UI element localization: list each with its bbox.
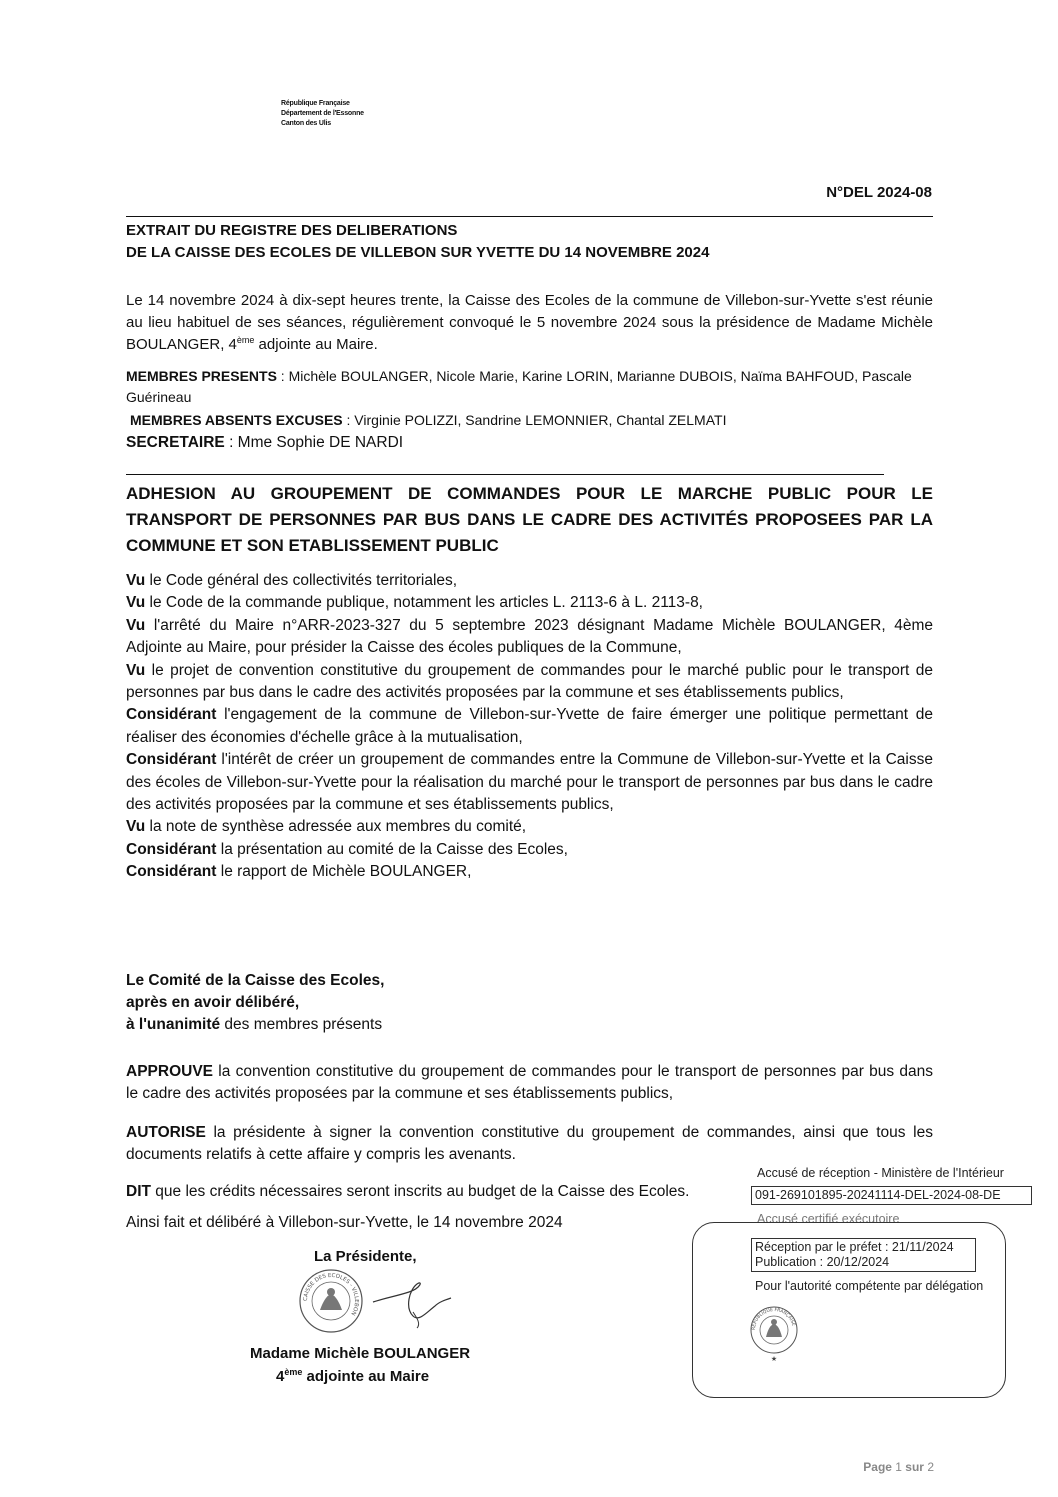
decision-keyword: DIT: [126, 1183, 151, 1200]
footer-page-label: Page: [863, 1460, 896, 1474]
prefecture-seal-icon: [749, 1305, 799, 1363]
members-absent-names: : Virginie POLIZZI, Sandrine LEMONNIER, Chantal ZELMATI: [342, 412, 727, 428]
recital-text: la présentation au comité de la Caisse des Ecoles,: [216, 840, 568, 858]
recital-item: [126, 660, 933, 705]
signatory-title: [276, 1368, 429, 1385]
decision-text: la présidente à signer la convention constitutive du groupement de commandes, ainsi que tous les documents relatifs à cette affaire y compris les avenants.: [126, 1124, 933, 1164]
recital-item: [126, 861, 933, 883]
intro-text-end: adjointe au Maire.: [254, 336, 378, 353]
footer-page-num: 1: [895, 1460, 902, 1474]
stamp-line-5: Publication : 20/12/2024: [755, 1255, 890, 1269]
svg-text:CAISSE DES ECOLES - VILLEBON: CAISSE DES ECOLES - VILLEBON: [302, 1272, 360, 1317]
recital-text: l'intérêt de créer un groupement de commandes entre la Commune de Villebon-sur-Yvette et la Caisse des écoles de Villebon-sur-Yvette pour la réalisation du marché pour le transport de personnes par bus dans le cadre des activités proposées par la commune et ses établissements publics,: [126, 751, 933, 814]
recital-keyword: Vu: [126, 661, 146, 679]
caisse-seal-icon: [298, 1268, 364, 1334]
recital-item: [126, 816, 933, 838]
members-present: [126, 366, 933, 408]
members-present-label: MEMBRES PRESENTS: [126, 368, 277, 384]
intro-text: Le 14 novembre 2024 à dix-sept heures trente, la Caisse des Ecoles de la commune de Villebon-sur-Yvette s'est réunie au lieu habituel de ses séances, régulièrement convoqué le 5 novembre 2024 sous la présidence de Madame Michèle BOULANGER, 4: [126, 292, 933, 353]
recital-text: la note de synthèse adressée aux membres du comité,: [145, 818, 527, 836]
stamp-line-2: 091-269101895-20241114-DEL-2024-08-DE: [751, 1186, 1032, 1205]
decision-keyword: APPROUVE: [126, 1063, 213, 1080]
decision-autorise: [126, 1122, 933, 1167]
recital-item: [126, 570, 933, 592]
top-rule: [126, 216, 933, 217]
recital-keyword: Considérant: [126, 706, 217, 724]
title-line-1: EXTRAIT DU REGISTRE DES DELIBERATIONS: [126, 222, 458, 239]
stamp-line-6: Pour l'autorité compétente par délégation: [755, 1279, 984, 1293]
signature-role: La Présidente,: [314, 1248, 417, 1265]
footer-page-total: 2: [927, 1460, 934, 1474]
unanimity: à l'unanimité: [126, 1016, 221, 1033]
signatory-title-sup: ème: [284, 1367, 303, 1377]
svg-text:★: ★: [770, 1356, 778, 1363]
recital-text: le projet de convention constitutive du groupement de commandes pour le marché public pour le transport de personnes par bus dans le cadre des activités proposées par la commune et ses établissements publics,: [126, 661, 933, 702]
section-rule: [126, 474, 884, 475]
committee-line-3: [126, 1014, 384, 1036]
title-line-2: DE LA CAISSE DES ECOLES DE VILLEBON SUR YVETTE DU 14 NOVEMBRE 2024: [126, 244, 710, 261]
recital-keyword: Vu: [126, 572, 146, 589]
committee-line-2: après en avoir délibéré,: [126, 994, 300, 1011]
members-absent: [130, 410, 930, 431]
decision-approuve: [126, 1061, 933, 1106]
recital-keyword: Vu: [126, 818, 146, 836]
handwritten-signature-icon: [365, 1272, 455, 1332]
recital-keyword: Considérant: [126, 751, 217, 769]
stamp-line-3: Accusé certifié exécutoire: [757, 1212, 900, 1226]
recital-text: le Code général des collectivités territoriales,: [145, 572, 458, 589]
decision-dit: [126, 1181, 766, 1203]
header-line-departement: Département de l'Essonne: [281, 110, 364, 117]
recital-item: [126, 592, 933, 614]
recital-item: [126, 839, 933, 861]
recital-text: l'engagement de la commune de Villebon-sur-Yvette de faire émerger une politique permettant de réaliser des économies d'échelle grâce à la mutualisation,: [126, 706, 933, 746]
recitals-block: [126, 570, 933, 884]
recital-item: [126, 615, 933, 660]
secretary-name: : Mme Sophie DE NARDI: [224, 434, 404, 451]
decision-keyword: AUTORISE: [126, 1124, 206, 1141]
recital-keyword: Vu: [126, 616, 146, 634]
secretary-label: SECRETAIRE: [126, 434, 225, 451]
recital-text: l'arrêté du Maire n°ARR-2023-327 du 5 septembre 2023 désignant Madame Michèle BOULANGER, 4ème Adjointe au Maire, pour présider la Caisse des écoles publiques de la Commune,: [126, 616, 933, 657]
page-footer: [863, 1460, 934, 1474]
members-present-names: : Michèle BOULANGER, Nicole Marie, Karine LORIN, Marianne DUBOIS, Naïma BAHFOUD, Pascale Guérineau: [126, 368, 912, 405]
decision-text: la convention constitutive du groupement de commandes pour le transport de personnes par bus dans le cadre des activités proposées par la commune et ses établissements publics,: [126, 1063, 933, 1103]
committee-line-1: Le Comité de la Caisse des Ecoles,: [126, 972, 385, 989]
recital-keyword: Vu: [126, 594, 146, 612]
members-absent-label: MEMBRES ABSENTS EXCUSES: [130, 412, 343, 428]
subject-heading: ADHESION AU GROUPEMENT DE COMMANDES POUR LE MARCHE PUBLIC POUR LE TRANSPORT DE PERSONNES PAR BUS DANS LE CADRE DES ACTIVITÉS PROPOSEES PAR LA COMMUNE ET SON ETABLISSEMENT PUBLIC: [126, 484, 933, 555]
signatory-title-rest: adjointe au Maire: [302, 1368, 430, 1385]
header-line-canton: Canton des Ulis: [281, 120, 331, 127]
signatory-name: Madame Michèle BOULANGER: [250, 1345, 471, 1362]
recital-keyword: Considérant: [126, 840, 217, 858]
decision-text: que les crédits nécessaires seront inscrits au budget de la Caisse des Ecoles.: [150, 1183, 690, 1200]
recital-item: [126, 704, 933, 749]
closing-line: Ainsi fait et délibéré à Villebon-sur-Yvette, le 14 novembre 2024: [126, 1214, 563, 1231]
header-line-republique: République Française: [281, 100, 350, 107]
footer-sep: sur: [901, 1460, 928, 1474]
recital-text: le rapport de Michèle BOULANGER,: [216, 863, 472, 881]
stamp-line-4: Réception par le préfet : 21/11/2024: [755, 1240, 954, 1254]
stamp-dates-box: [751, 1238, 976, 1272]
intro-paragraph: [126, 290, 933, 356]
svg-text:RÉPUBLIQUE FRANÇAISE: RÉPUBLIQUE FRANÇAISE: [751, 1307, 796, 1331]
signatory-title-num: 4: [276, 1368, 285, 1385]
committee-block: [126, 970, 384, 1036]
recital-item: [126, 749, 933, 816]
deliberation-number: N°DEL 2024-08: [826, 184, 932, 201]
recital-text: le Code de la commande publique, notamment les articles L. 2113-6 à L. 2113-8,: [145, 594, 703, 612]
recital-keyword: Considérant: [126, 863, 217, 881]
secretary: [126, 432, 926, 454]
intro-sup: ème: [236, 335, 255, 345]
header-block: [281, 99, 364, 129]
committee-line-3-rest: des membres présents: [220, 1016, 383, 1033]
document-title: [126, 220, 709, 264]
stamp-line-1: Accusé de réception - Ministère de l'Intérieur: [757, 1166, 1004, 1180]
